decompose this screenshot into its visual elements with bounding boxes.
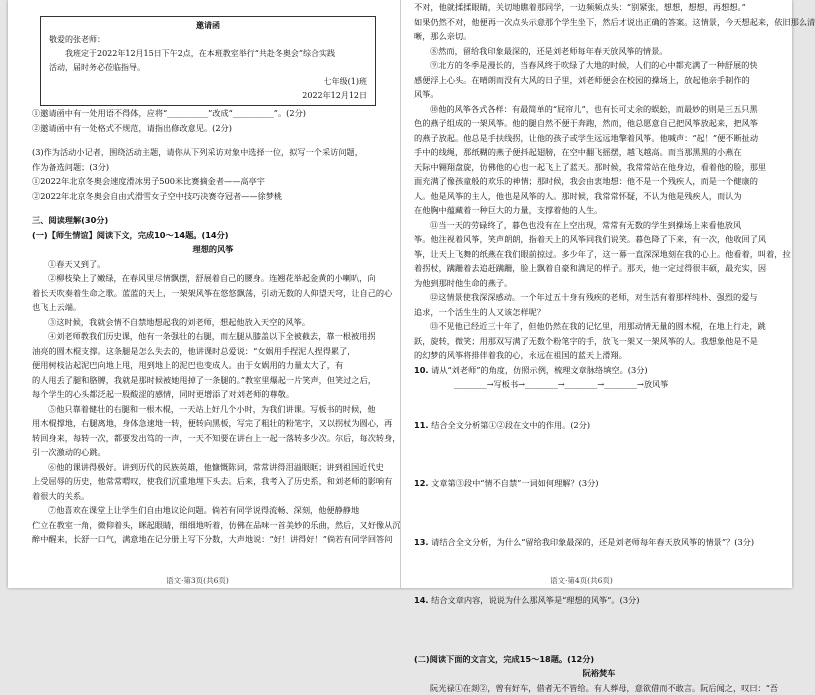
q3-line: 作为备选问题；(3分) xyxy=(32,160,394,175)
question-number: 10. xyxy=(414,365,429,375)
invitation-title: 邀请函 xyxy=(49,19,367,33)
essay-line: ⑧然而，留给我印象最深的，还是刘老师每年春天放风筝的情景。 xyxy=(414,44,784,59)
question-number: 11. xyxy=(414,420,429,430)
essay-line: 的幻梦的风筝将排伴着我的心，永远在祖国的蓝天上滑翔。 xyxy=(414,348,784,363)
invitation-box xyxy=(40,16,376,106)
essay-text-left xyxy=(32,257,394,547)
part2-title: (二)阅读下面的文言文，完成15～18题。(12分) xyxy=(414,652,784,667)
essay-line: 不对，他就揉揉眼睛，关切地瞧着那同学，一边频频点头：“别紧张，想想，想想，再想想。” xyxy=(414,0,784,15)
essay-line: 上受屈辱的历史，他常常喟叹，使我们沉重地埋下头去。后来，我考入了历史系，和刘老师的影响有 xyxy=(32,474,394,489)
essay-line: 晰，那么亲切。 xyxy=(414,29,784,44)
essay-line: 筝，让天上飞舞的纸燕在我们眼前掠过。多少年了，这一幕一直深深地刻在我的心上。他看着，叫着，拉 xyxy=(414,247,784,262)
essay-line: 色的燕子组成的一架风筝。他的腿自然不便于奔跑，然而，他总愿意自己把风筝放起来，把风筝 xyxy=(414,116,784,131)
question-number: 14. xyxy=(414,595,429,605)
essay-line: 便用树枝沾起泥巴向地上甩，甩到地上的泥巴也变成人。由于女娲用的力量太大了，有 xyxy=(32,358,394,373)
invitation-salutation: 敬爱的张老师： xyxy=(49,33,367,47)
invitation-signer: 七年级(1)班 xyxy=(49,75,367,89)
essay-line: ⑪当一天的劳碌终了，暮色也没有在上空出现，常常有无数的学生到操场上来看他放风 xyxy=(414,218,784,233)
essay-line: ⑬不见他已经近三十年了，但他仍然在我的记忆里，用那动情无量的圆木棍，在地上行走，跳 xyxy=(414,319,784,334)
essay-line: 着很大的关系。 xyxy=(32,489,394,504)
answer-space[interactable] xyxy=(414,608,784,652)
question-list xyxy=(414,363,784,652)
essay-line: 着长天吹奏着生命之歌。蓝蓝的天上，一架架风筝在悠悠飘荡，引动无数的人仰望天穹，让自己的心 xyxy=(32,286,394,301)
section-title: 三、阅读理解(30分) xyxy=(32,213,394,228)
essay-line: ③这时候，我就会情不自禁地想起我的刘老师，想起他放入天空的风筝。 xyxy=(32,315,394,330)
essay-line: 着拐杖，蹒跚着去追赶蹒跚，脸上飘着自豪和满足的样子。那天，他一定过得很丰硕，最充实，因 xyxy=(414,261,784,276)
question-text: 结合全文分析第①②段在文中的作用。(2分) xyxy=(431,420,590,430)
essay-line: 用木棍撑地，右腿离地，身体急速地一转，便转向黑板，写完了粗壮的粉笔字，又以拐杖为圆心，再 xyxy=(32,416,394,431)
essay-line: 油亮的圆木棍支撑。这条腿是怎么失去的，他讲课时总爱说：“女娲用手捏泥人捏得累了， xyxy=(32,344,394,359)
q3-line: ②2022年北京冬奥会自由式滑雪女子空中技巧决赛夺冠者——徐梦桃 xyxy=(32,189,394,204)
essay-line: 的燕子放起。他总是手扶线拐，让他的孩子或学生远远地擎着风筝。他喊声：“起！”便不断扯动 xyxy=(414,131,784,146)
exam-spread xyxy=(8,0,792,588)
page-footer-right: 语文·第4页(共6页) xyxy=(550,575,613,586)
q2-item: ①邀请函中有一处用语不得体，应将“__________”改成“__________”。(2分) xyxy=(32,106,394,121)
essay-line: 筝。他注视着风筝，笑声朗朗，指着天上的风筝同我们说笑。暮色降了下来，有一次，他收回了风 xyxy=(414,232,784,247)
essay-line: 天际中翱翔盘旋，仿佛他的心也一起飞上了蓝天。那时候，我常常站在他身边，看着他的脸，那里 xyxy=(414,160,784,175)
essay-line: 手中的线绳，那纸糊的燕子便抖起翅膀，在空中翻飞摇摆，越飞越高。而当那黑黑的小燕在 xyxy=(414,145,784,160)
essay-line: 的人甩丢了腿和胳膊，我就是那时候被她甩掉了一条腿的。”教室里爆起一片笑声，但笑过之后， xyxy=(32,373,394,388)
question-text: 请从“刘老师”的角度，仿照示例，梳理文章脉络填空。(3分) xyxy=(431,365,647,375)
essay-line: 追求，一个活生生的人又该怎样呢？ xyxy=(414,305,784,320)
part1-title: (一)【师生情谊】阅读下文，完成10～14题。(14分) xyxy=(32,228,394,243)
essay-line: ④刘老师教我们历史课，他有一条强壮的右腿，而左腿从膝盖以下全被截去，靠一根被用拐 xyxy=(32,329,394,344)
essay-title: 理想的风筝 xyxy=(32,242,394,257)
essay-line: ⑩他的风筝各式各样：有最简单的“屁帘儿”，也有长可丈余的蜈蚣，而最妙的则是三五只黑 xyxy=(414,102,784,117)
essay-line: 人。他是风筝的主人，他也是风筝的人。那时候，我常常怀疑，不认为他是残疾人，而认为 xyxy=(414,189,784,204)
answer-space[interactable] xyxy=(414,491,784,535)
essay-line: ⑫这情景使我深深感动。一个年过五十身有残疾的老师，对生活有着那样纯朴、强烈的爱与 xyxy=(414,290,784,305)
essay-line: 引一次激动的心跳。 xyxy=(32,445,394,460)
question-text: 请结合全文分析，为什么“留给我印象最深的，还是刘老师每年春天放风筝的情景”？(3分) xyxy=(431,537,754,547)
answer-space[interactable] xyxy=(414,392,784,418)
answer-space[interactable] xyxy=(414,549,784,593)
answer-space[interactable] xyxy=(414,432,784,476)
question-item xyxy=(414,593,784,652)
essay-line: ⑨北方的冬季是漫长的，当春风终于吹绿了大地的时候，人们的心中都充满了一种舒展的快 xyxy=(414,58,784,73)
essay-line: 在他胸中蕴藏着一种巨大的力量，支撑着他的人生。 xyxy=(414,203,784,218)
essay-line: 也飞上云端。 xyxy=(32,300,394,315)
invitation-body-2: 活动，届时务必莅临指导。 xyxy=(49,61,367,75)
question-item xyxy=(414,476,784,535)
essay-line: ⑤他只靠着健壮的右腿和一根木棍，一天站上好几个小时，为我们讲课。写板书的时候，他 xyxy=(32,402,394,417)
page-footer-left: 语文·第3页(共6页) xyxy=(166,575,229,586)
question-text: ________→写板书→________→________→________→放风筝 xyxy=(454,379,668,389)
essay-line: 为他到那时他生命的燕子。 xyxy=(414,276,784,291)
question-text: 结合文章内容，说说为什么那风筝是“理想的风筝”。(3分) xyxy=(431,595,639,605)
essay-line: 风筝。 xyxy=(414,87,784,102)
question-number: 12. xyxy=(414,478,429,488)
question-number: 13. xyxy=(414,537,429,547)
left-page xyxy=(8,0,400,588)
essay-line: 转回身来，每转一次，都要发出笃的一声，一天不知要在讲台上一起一落转多少次。尔后，每次转身， xyxy=(32,431,394,446)
essay-line: 跃，旋转，微笑；用那双写满了无数个粉笔字的手，放飞一架又一架风筝的人。我想象他是不是 xyxy=(414,334,784,349)
essay-line: 如果仍然不对，他便再一次点头示意那个学生坐下，然后才说出正确的答案。这情景，今天想起来，依旧那么清 xyxy=(414,15,784,30)
essay-line: ②柳枝染上了嫩绿，在春风里尽情飘摆，舒展着自己的腰身。连翘花举起金黄的小喇叭，向 xyxy=(32,271,394,286)
invitation-body-1: 我班定于2022年12月15日下午2点，在本班教室举行“共赴冬奥会”综合实践 xyxy=(49,47,367,61)
essay-line: 每个学生的心头都泛起一股酸涩的感情，同时更增添了对刘老师的尊敬。 xyxy=(32,387,394,402)
essay-line: ⑦他喜欢在课堂上让学生们自由地议论问题。倘若有同学说得流畅、深刻，他便静静地 xyxy=(32,503,394,518)
essay-line: 感便浮上心头。在晴朗而没有大风的日子里，刘老师便会在校园的操场上，放起他亲手制作的 xyxy=(414,73,784,88)
question-item xyxy=(414,418,784,477)
q3-line: ①2022年北京冬奥会速度滑冰男子500米比赛摘金者——高亭宇 xyxy=(32,174,394,189)
q3-line: (3)作为活动小记者，围绕活动主题，请你从下列采访对象中选择一位，拟写一个采访问题， xyxy=(32,145,394,160)
q2-list xyxy=(32,106,394,135)
classical-title: 阮裕焚车 xyxy=(414,666,784,681)
essay-text-right xyxy=(414,0,784,363)
question-item xyxy=(414,363,784,418)
essay-line: 伫立在教室一角，微仰着头，眯起眼睛，细细地听着，仿佛在品味一首美妙的乐曲，然后，又好像从沉 xyxy=(32,518,394,533)
invitation-date: 2022年12月12日 xyxy=(49,89,367,103)
q2-item: ②邀请函中有一处格式不规范，请指出修改意见。(2分) xyxy=(32,121,394,136)
right-page xyxy=(400,0,792,588)
essay-line: ①春天又到了。 xyxy=(32,257,394,272)
essay-line: ⑥他的课讲得极好。讲到历代的民族英雄，他慷慨陈词，常常讲得泪溢眼眶；讲到祖国近代史 xyxy=(32,460,394,475)
question-text: 文章第③段中“情不自禁”一词如何理解？(3分) xyxy=(431,478,598,488)
essay-line: 面充满了像孩童般的欢乐的神情；那时候，我会由衷地想：他不是一个残疾人，而是一个健康的 xyxy=(414,174,784,189)
essay-line: 醉中醒来，长舒一口气，满意地在记分册上写下分数，大声地说：“好！讲得好！”倘若有同学回答问 xyxy=(32,532,394,547)
classical-text: 阮光禄①在剡②，曾有好车，借者无不皆给。有人葬母，意欲借而不敢言。阮后闻之，叹曰：“吾 xyxy=(414,681,784,695)
q3-block xyxy=(32,145,394,203)
